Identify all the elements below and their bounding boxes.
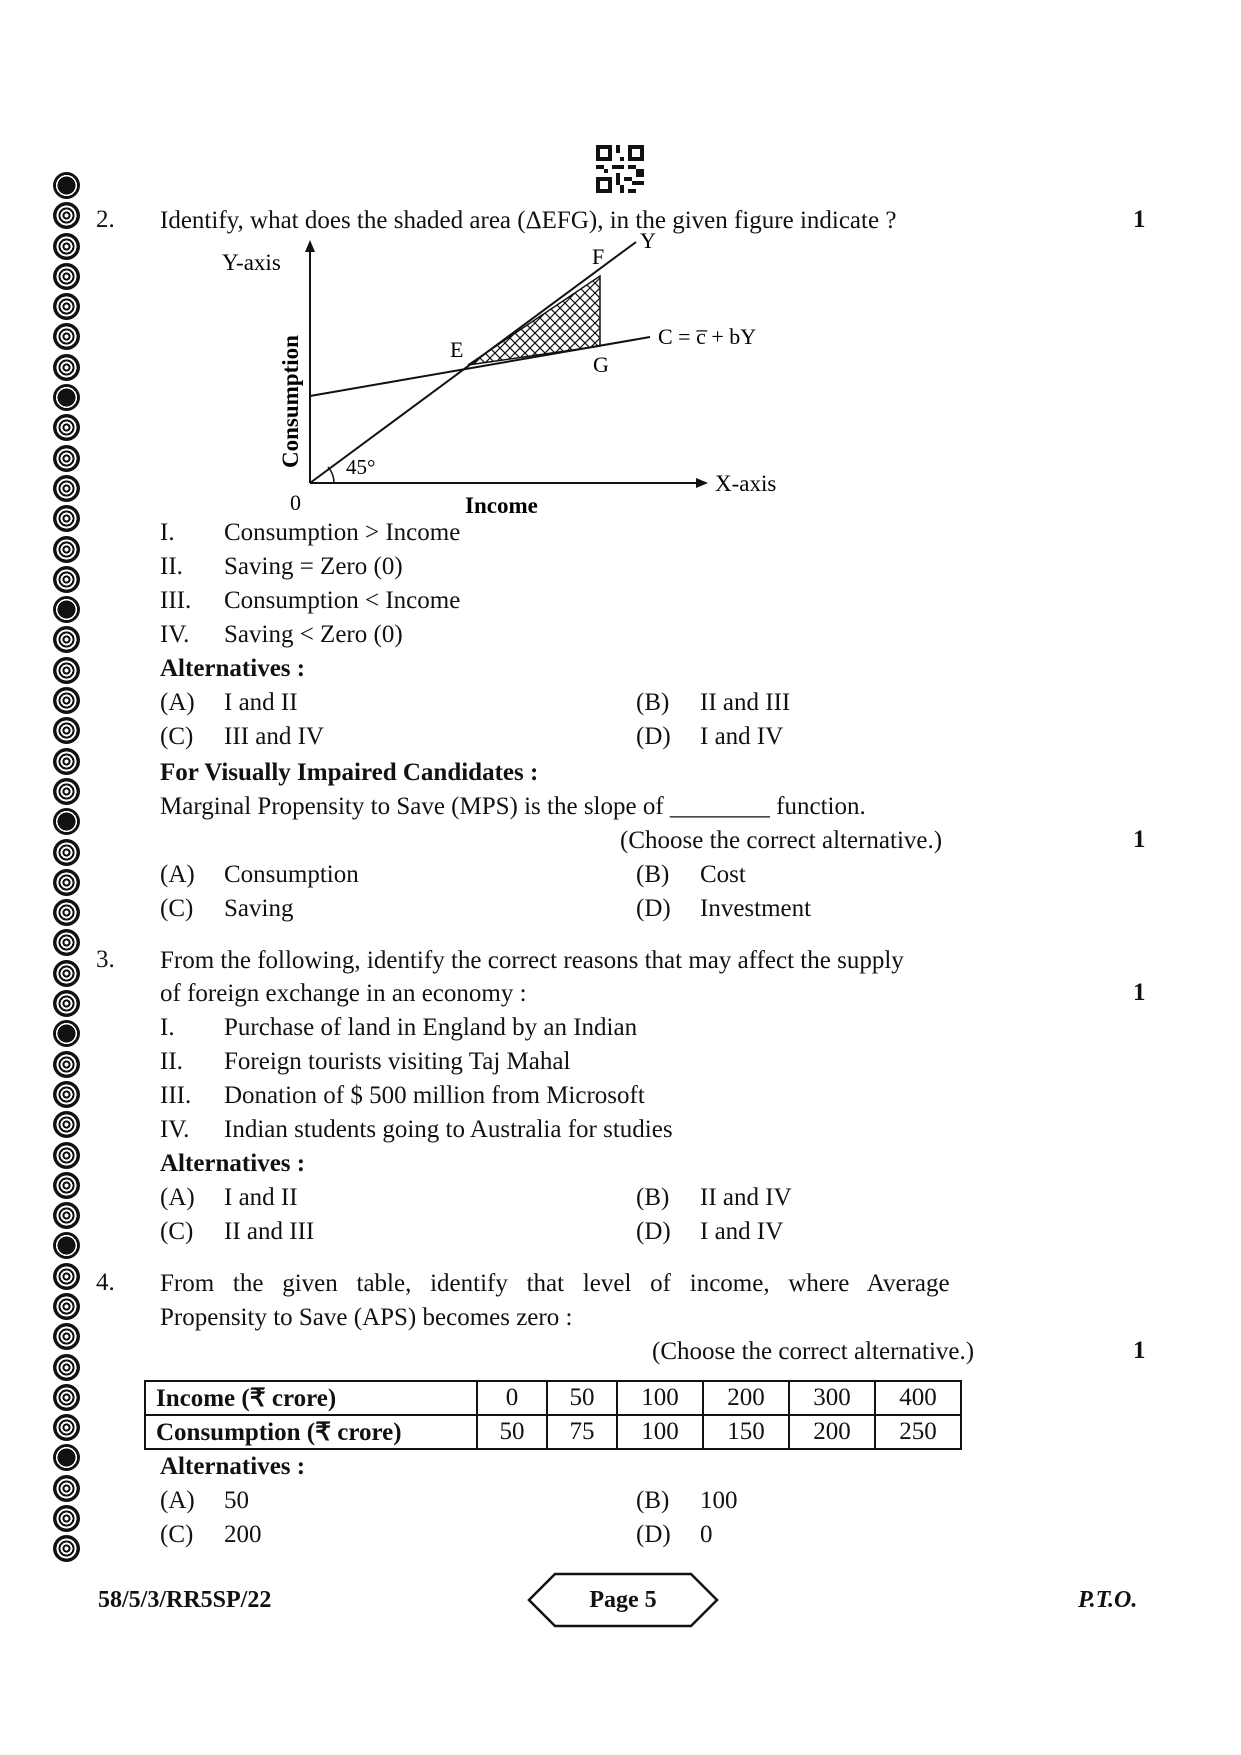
margin-ring-icon (53, 717, 80, 744)
option-key: (D) (636, 1521, 671, 1548)
option-key: (B) (636, 861, 670, 888)
margin-ring-icon (53, 1293, 80, 1320)
margin-ring-icon (53, 1384, 80, 1411)
margin-ring-icon (53, 657, 80, 684)
margin-ring-icon (53, 414, 80, 441)
question-text: From the given table, identify that level of income, where Average (160, 1270, 950, 1297)
question-number: 4. (96, 1269, 115, 1296)
statement-text: Purchase of land in England by an Indian (224, 1014, 638, 1041)
margin-ring-icon (53, 626, 80, 653)
option-key: (C) (160, 1218, 194, 1245)
vi-instruction: (Choose the correct alternative.) (620, 827, 943, 854)
margin-ring-icon (53, 899, 80, 926)
marks: 1 (1133, 1337, 1146, 1364)
margin-ring-icon (53, 293, 80, 320)
margin-dot-icon (53, 808, 80, 835)
statement-num: II. (160, 553, 183, 580)
table-row (145, 1415, 961, 1449)
option-c: II and III (224, 1218, 315, 1245)
question-number: 2. (96, 206, 115, 233)
margin-ring-icon (53, 233, 80, 260)
table-cell: 75 (547, 1415, 617, 1449)
margin-ring-icon (53, 778, 80, 805)
marks: 1 (1133, 826, 1146, 853)
statement-num: I. (160, 519, 175, 546)
point-e-label: E (450, 337, 464, 362)
question-text: From the following, identify the correct reasons that may affect the supply (160, 947, 904, 974)
table-cell: 50 (547, 1381, 617, 1415)
margin-dot-icon (53, 1444, 80, 1471)
margin-ring-icon (53, 929, 80, 956)
x-title: Income (465, 493, 538, 518)
margin-dot-icon (53, 1020, 80, 1047)
statement-num: I. (160, 1014, 175, 1041)
table-cell: 400 (875, 1381, 961, 1415)
table-cell: 0 (477, 1381, 547, 1415)
option-key: (B) (636, 689, 670, 716)
statement-num: III. (160, 587, 192, 614)
statement-text: Saving = Zero (0) (224, 553, 403, 580)
table-row-header: Income (₹ crore) (145, 1381, 477, 1415)
option-key: (A) (160, 1487, 195, 1514)
statement-text: Foreign tourists visiting Taj Mahal (224, 1048, 571, 1075)
margin-ring-icon (53, 536, 80, 563)
margin-ring-icon (53, 1081, 80, 1108)
question-number: 3. (96, 946, 115, 973)
pto-label: P.T.O. (1078, 1587, 1138, 1613)
y-title: Consumption (278, 335, 303, 468)
option-key: (D) (636, 723, 671, 750)
margin-ring-icon (53, 323, 80, 350)
margin-dot-icon (53, 384, 80, 411)
option-key: (B) (636, 1184, 670, 1211)
option-key: (C) (160, 895, 194, 922)
option-d: I and IV (700, 1218, 784, 1245)
x-axis-label: X-axis (715, 471, 777, 496)
margin-ring-icon (53, 869, 80, 896)
alternatives-heading: Alternatives : (160, 1453, 306, 1480)
q4-instruction: (Choose the correct alternative.) (652, 1338, 975, 1365)
margin-ring-icon (53, 1535, 80, 1562)
margin-ring-strip (53, 172, 89, 1566)
margin-ring-icon (53, 566, 80, 593)
table-cell: 200 (703, 1381, 789, 1415)
margin-ring-icon (53, 1414, 80, 1441)
origin-label: 0 (290, 490, 301, 515)
option-a: I and II (224, 1184, 298, 1211)
alternatives-heading: Alternatives : (160, 655, 306, 682)
margin-ring-icon (53, 1142, 80, 1169)
option-key: (C) (160, 723, 194, 750)
margin-ring-icon (53, 687, 80, 714)
margin-dot-icon (53, 1232, 80, 1259)
margin-ring-icon (53, 1263, 80, 1290)
margin-dot-icon (53, 172, 80, 199)
45-degree-line (310, 242, 636, 483)
margin-ring-icon (53, 505, 80, 532)
point-f-label: F (592, 244, 605, 269)
table-cell: 150 (703, 1415, 789, 1449)
option-b: 100 (700, 1487, 738, 1514)
statement-text: Saving < Zero (0) (224, 621, 403, 648)
option-b: II and IV (700, 1184, 792, 1211)
paper-code: 58/5/3/RR5SP/22 (98, 1587, 272, 1613)
option-key: (A) (160, 1184, 195, 1211)
option-key: (D) (636, 895, 671, 922)
margin-ring-icon (53, 748, 80, 775)
option-d: Investment (700, 895, 812, 922)
margin-ring-icon (53, 839, 80, 866)
option-d: I and IV (700, 723, 784, 750)
option-a: Consumption (224, 861, 359, 888)
table-cell: 250 (875, 1415, 961, 1449)
consumption-diagram (222, 228, 800, 528)
consumption-function-label: C = c̅ + bY (658, 324, 757, 349)
option-a: 50 (224, 1487, 249, 1514)
vi-heading: For Visually Impaired Candidates : (160, 759, 539, 786)
option-b: II and III (700, 689, 791, 716)
income-consumption-table (144, 1380, 962, 1450)
angle-label: 45° (346, 455, 376, 479)
margin-ring-icon (53, 1505, 80, 1532)
margin-ring-icon (53, 1323, 80, 1350)
alternatives-heading: Alternatives : (160, 1150, 306, 1177)
margin-ring-icon (53, 354, 80, 381)
statement-num: II. (160, 1048, 183, 1075)
statement-num: IV. (160, 1116, 190, 1143)
y-axis-label: Y-axis (222, 250, 281, 275)
table-cell: 300 (789, 1381, 875, 1415)
margin-ring-icon (53, 1051, 80, 1078)
question-text: Identify, what does the shaded area (ΔEFG), in the given figure indicate ? (160, 207, 897, 234)
margin-ring-icon (53, 1111, 80, 1138)
option-d: 0 (700, 1521, 713, 1548)
margin-ring-icon (53, 202, 80, 229)
option-key: (A) (160, 689, 195, 716)
option-key: (A) (160, 861, 195, 888)
margin-ring-icon (53, 1202, 80, 1229)
margin-ring-icon (53, 1172, 80, 1199)
line-y-label: Y (640, 228, 656, 253)
statement-text: Consumption > Income (224, 519, 461, 546)
statement-text: Donation of $ 500 million from Microsoft (224, 1082, 645, 1109)
question-text: Propensity to Save (APS) becomes zero : (160, 1304, 573, 1331)
statement-num: IV. (160, 621, 190, 648)
table-cell: 50 (477, 1415, 547, 1449)
point-g-label: G (593, 352, 609, 377)
margin-dot-icon (53, 596, 80, 623)
table-cell: 100 (617, 1415, 703, 1449)
marks: 1 (1133, 979, 1146, 1006)
option-c: III and IV (224, 723, 324, 750)
page-number: Page 5 (589, 1587, 657, 1613)
qr-code (596, 145, 644, 193)
vi-question: Marginal Propensity to Save (MPS) is the slope of ________ function. (160, 793, 866, 820)
option-b: Cost (700, 861, 746, 888)
statement-num: III. (160, 1082, 192, 1109)
marks: 1 (1133, 206, 1146, 233)
margin-ring-icon (53, 960, 80, 987)
table-cell: 200 (789, 1415, 875, 1449)
table-cell: 100 (617, 1381, 703, 1415)
option-c: 200 (224, 1521, 262, 1548)
margin-ring-icon (53, 990, 80, 1017)
option-key: (D) (636, 1218, 671, 1245)
margin-ring-icon (53, 445, 80, 472)
margin-ring-icon (53, 475, 80, 502)
margin-ring-icon (53, 1475, 80, 1502)
table-row-header: Consumption (₹ crore) (145, 1415, 477, 1449)
option-key: (B) (636, 1487, 670, 1514)
statement-text: Consumption < Income (224, 587, 461, 614)
option-c: Saving (224, 895, 294, 922)
margin-ring-icon (53, 263, 80, 290)
statement-text: Indian students going to Australia for studies (224, 1116, 673, 1143)
option-a: I and II (224, 689, 298, 716)
option-key: (C) (160, 1521, 194, 1548)
margin-ring-icon (53, 1354, 80, 1381)
question-text: of foreign exchange in an economy : (160, 980, 527, 1007)
table-row (145, 1381, 961, 1415)
